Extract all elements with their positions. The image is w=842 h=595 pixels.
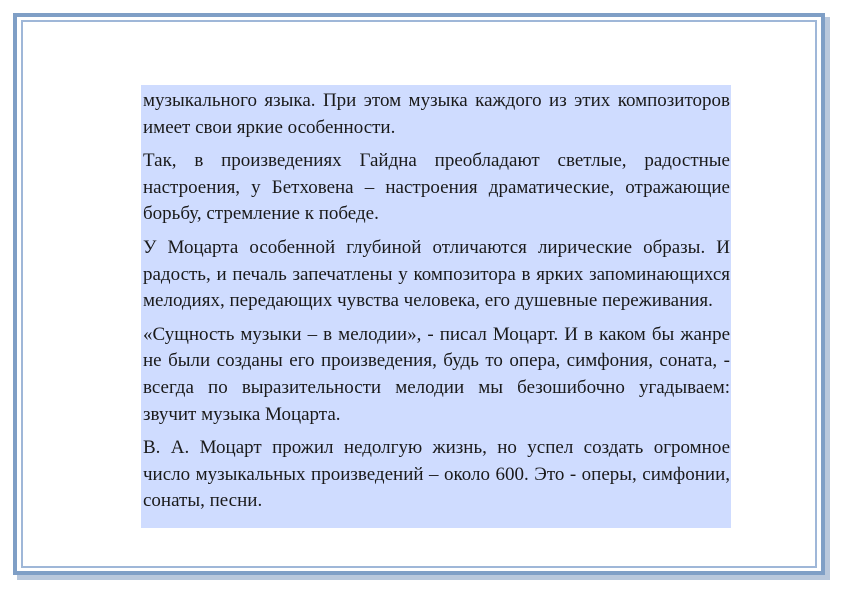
frame-shadow bbox=[17, 575, 830, 580]
paragraph-3: У Моцарта особенной глубиной отличаются лирические образы. И радость, и печаль запечатлены у композитора в ярких запоминающихся мелодиях, передающих чувства человека, его душевные переживания. bbox=[143, 236, 730, 312]
text-box bbox=[141, 85, 731, 528]
paragraph-1: музыкального языка. При этом музыка каждого из этих композиторов имеет свои яркие особенности. bbox=[143, 90, 730, 138]
paragraph-2: Так, в произведениях Гайдна преобладают светлые, радостные настроения, у Бетховена – настроения драматические, отражающие борьбу, стремление к победе. bbox=[143, 150, 730, 225]
paragraph-5: В. А. Моцарт прожил недолгую жизнь, но успел создать огромное число музыкальных произведений – около 600. Это - оперы, симфонии, сонаты, песни. bbox=[143, 437, 730, 512]
paragraph-4: «Сущность музыки – в мелодии», - писал Моцарт. И в каком бы жанре не были созданы его произведения, будь то опера, симфония, соната, - всегда по выразительности мелодии мы безошибочно угадываем: звучит музыка Моцарта. bbox=[143, 323, 730, 425]
frame-shadow bbox=[825, 17, 830, 579]
